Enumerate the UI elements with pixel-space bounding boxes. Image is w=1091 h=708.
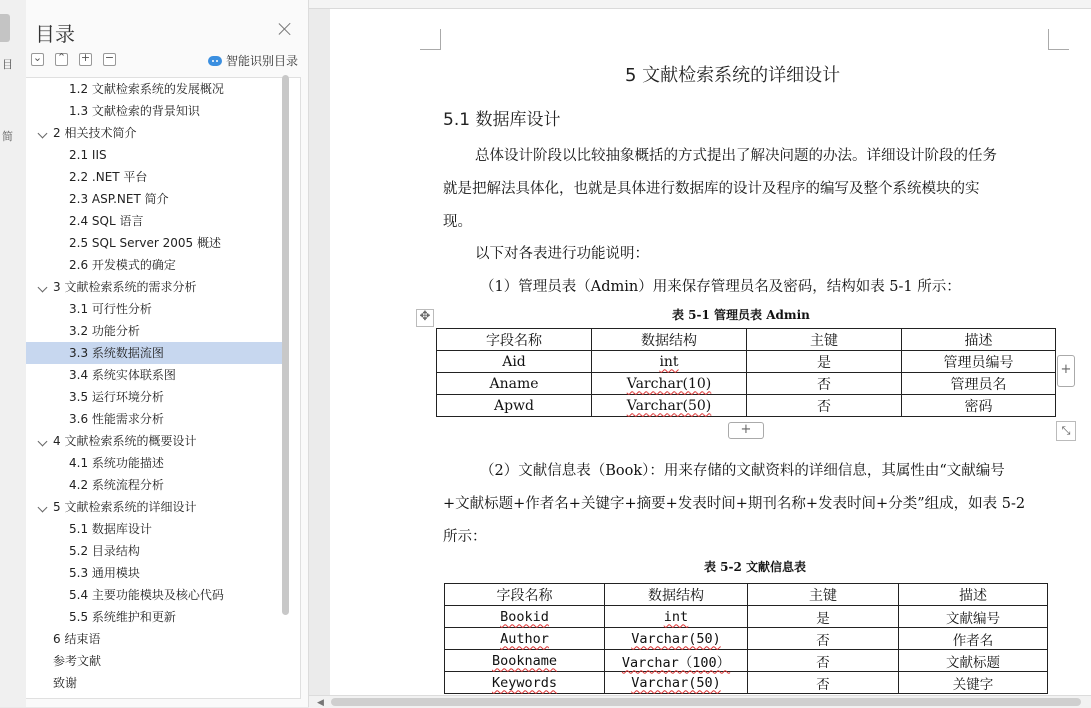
toc-title: 目录 — [35, 22, 75, 46]
margin-mark-right — [1048, 29, 1069, 50]
top-ruler — [309, 0, 1091, 9]
table-row — [437, 395, 1056, 417]
paragraph-line[interactable]: 所示： — [443, 529, 487, 545]
table-cell[interactable] — [899, 650, 1048, 672]
toc-item[interactable] — [26, 122, 282, 144]
table-cell-text: 否 — [816, 632, 830, 649]
paragraph-line[interactable]: 现。 — [443, 214, 472, 230]
table-cell-text: 文献标题 — [946, 654, 1000, 671]
toc-item[interactable] — [26, 78, 282, 100]
table-cell[interactable] — [437, 373, 592, 395]
toc-item-label: 致谢 — [53, 676, 78, 690]
table-cell[interactable] — [899, 628, 1048, 650]
table-cell-text: 密码 — [964, 398, 993, 415]
table-cell[interactable] — [902, 395, 1056, 417]
table-header-cell[interactable]: 主键 — [748, 584, 899, 606]
toc-item[interactable] — [26, 540, 282, 562]
add-heading-icon[interactable]: + — [80, 51, 91, 64]
table-cell-text: Author — [500, 630, 549, 647]
toc-item[interactable] — [26, 364, 282, 386]
margin-mark-left — [420, 29, 441, 50]
remove-heading-icon[interactable]: − — [104, 51, 115, 64]
table-cell[interactable] — [902, 351, 1056, 373]
chapter-heading[interactable]: 5 文献检索系统的详细设计 — [625, 65, 841, 86]
table-cell-text: Varchar(50) — [631, 674, 721, 691]
toc-list — [26, 78, 282, 694]
chevron-down-icon[interactable] — [38, 437, 48, 447]
toc-item[interactable] — [26, 320, 282, 342]
table-cell[interactable] — [748, 606, 899, 628]
toc-item-label: 2.6 开发模式的确定 — [69, 258, 176, 272]
strip-glyph-other[interactable]: 简 — [2, 130, 13, 143]
table-cell-text: 是 — [816, 610, 830, 627]
table-cell[interactable] — [445, 672, 605, 694]
toc-item[interactable] — [26, 430, 282, 452]
table-row — [445, 650, 1048, 672]
toc-item-label: 3 文献检索系统的需求分析 — [53, 280, 197, 294]
table-cell-text: 是 — [817, 354, 831, 371]
table-caption: 表 5-2 文献信息表 — [704, 560, 807, 574]
expand-all-icon[interactable]: ⌃ — [56, 51, 67, 64]
toc-item-label: 3.3 系统数据流图 — [69, 346, 164, 360]
table-row — [437, 373, 1056, 395]
toc-item-label: 3.2 功能分析 — [69, 324, 140, 338]
toc-item[interactable] — [26, 144, 282, 166]
toc-item-label: 4.2 系统流程分析 — [69, 478, 164, 492]
chevron-down-icon[interactable] — [38, 283, 48, 293]
toc-item[interactable] — [26, 672, 282, 694]
toc-item[interactable] — [26, 650, 282, 672]
horizontal-scroll-thumb[interactable] — [331, 698, 1081, 706]
table-caption: 表 5-1 管理员表 Admin — [672, 308, 810, 322]
toc-item-label: 1.2 文献检索系统的发展概况 — [69, 82, 224, 96]
add-row-button[interactable]: + — [728, 422, 764, 439]
table-cell[interactable] — [605, 650, 748, 672]
collapse-all-icon[interactable]: ⌄ — [32, 51, 43, 64]
toc-item[interactable] — [26, 210, 282, 232]
toc-item-label: 3.4 系统实体联系图 — [69, 368, 176, 382]
table-cell[interactable] — [748, 628, 899, 650]
paragraph-line[interactable]: 就是把解法具体化，也就是具体进行数据库的设计及程序的编写及整个系统模块的实 — [443, 181, 980, 197]
document-page[interactable] — [330, 9, 1091, 695]
toc-item[interactable] — [26, 518, 282, 540]
table-cell[interactable] — [445, 628, 605, 650]
strip-glyph-toc[interactable]: 目 — [2, 58, 13, 71]
paragraph-line[interactable]: 以下对各表进行功能说明： — [475, 246, 649, 262]
table-header-cell[interactable]: 字段名称 — [445, 584, 605, 606]
toc-item[interactable] — [26, 188, 282, 210]
toc-item[interactable] — [26, 276, 282, 298]
toc-item-label: 3.6 性能需求分析 — [69, 412, 164, 426]
toc-item-label: 2.3 ASP.NET 简介 — [69, 192, 169, 206]
toc-item[interactable] — [26, 474, 282, 496]
table-cell-text: 否 — [817, 398, 831, 415]
toc-item-label: 5 文献检索系统的详细设计 — [53, 500, 197, 514]
table-header-cell[interactable]: 数据结构 — [605, 584, 748, 606]
horizontal-scrollbar[interactable] — [309, 695, 1091, 708]
table-cell-text: 否 — [816, 676, 830, 693]
table-cell-text: int — [659, 353, 679, 370]
chevron-down-icon[interactable] — [38, 129, 48, 139]
toc-item-label: 3.5 运行环境分析 — [69, 390, 164, 404]
table-cell[interactable] — [445, 606, 605, 628]
toc-item-label: 6 结束语 — [53, 632, 101, 646]
toc-item[interactable] — [26, 232, 282, 254]
table-cell-text: Varchar（100） — [621, 654, 731, 671]
move-table-icon[interactable]: ✥ — [416, 309, 434, 327]
toc-item[interactable] — [26, 452, 282, 474]
table-cell[interactable] — [902, 373, 1056, 395]
toc-item[interactable] — [26, 254, 282, 276]
add-column-button[interactable]: + — [1057, 355, 1075, 387]
toc-item[interactable] — [26, 298, 282, 320]
close-icon[interactable] — [278, 22, 292, 36]
table-cell-text: Varchar(10) — [626, 375, 712, 392]
smart-toc-button[interactable] — [208, 52, 298, 69]
table-cell[interactable] — [899, 606, 1048, 628]
table-cell[interactable] — [899, 672, 1048, 694]
toc-panel — [26, 0, 309, 707]
toc-scrollbar[interactable] — [282, 75, 289, 615]
document-area — [309, 0, 1091, 707]
toc-item[interactable] — [26, 100, 282, 122]
table-row — [445, 628, 1048, 650]
table-cell[interactable] — [747, 395, 902, 417]
chevron-down-icon[interactable] — [38, 503, 48, 513]
table-cell[interactable] — [747, 351, 902, 373]
table-cell-text: 否 — [817, 376, 831, 393]
left-sidebar-strip — [0, 0, 27, 707]
toc-item[interactable] — [26, 606, 282, 628]
table-cell[interactable] — [747, 373, 902, 395]
table-cell-text: Apwd — [493, 397, 535, 414]
toc-list-frame — [26, 77, 301, 699]
table-cell-text: 作者名 — [952, 632, 994, 649]
toc-item[interactable] — [26, 342, 282, 364]
table-cell-text: 关键字 — [952, 676, 994, 693]
toc-item-label: 2.5 SQL Server 2005 概述 — [69, 236, 221, 250]
toc-item-label: 5.5 系统维护和更新 — [69, 610, 176, 624]
table-cell-text: 管理员编号 — [943, 354, 1014, 371]
table-cell[interactable] — [592, 395, 747, 417]
table-cell-text: Bookname — [491, 652, 558, 669]
toc-item[interactable] — [26, 496, 282, 518]
ai-robot-icon — [208, 56, 222, 66]
toc-item[interactable] — [26, 562, 282, 584]
toc-item-label: 2.4 SQL 语言 — [69, 214, 144, 228]
table-header-cell[interactable]: 描述 — [902, 329, 1056, 351]
table-cell[interactable] — [592, 351, 747, 373]
toc-item-label: 5.4 主要功能模块及核心代码 — [69, 588, 224, 602]
table-cell-text: Aid — [502, 353, 526, 370]
table-cell-text: 否 — [816, 654, 830, 671]
resize-table-icon[interactable]: ⤡ — [1056, 421, 1076, 441]
table-header-cell[interactable]: 数据结构 — [592, 329, 747, 351]
toc-item[interactable] — [26, 166, 282, 188]
toc-item-label: 参考文献 — [53, 654, 102, 668]
table-header-cell[interactable]: 主键 — [747, 329, 902, 351]
paragraph-line[interactable]: （2）文献信息表（Book）：用来存储的文献资料的详细信息，其属性由“文献编号 — [480, 463, 1005, 479]
toc-item-label: 4.1 系统功能描述 — [69, 456, 164, 470]
table-cell[interactable] — [592, 373, 747, 395]
table-cell[interactable] — [605, 628, 748, 650]
toc-item[interactable] — [26, 408, 282, 430]
toc-item-label: 5.2 目录结构 — [69, 544, 140, 558]
toc-item[interactable] — [26, 386, 282, 408]
table-cell[interactable] — [605, 672, 748, 694]
toc-item-label: 3.1 可行性分析 — [69, 302, 152, 316]
table-cell-text: Varchar(50) — [631, 630, 721, 647]
table-cell[interactable] — [605, 606, 748, 628]
toc-item-label: 1.3 文献检索的背景知识 — [69, 104, 200, 118]
toc-item-label: 4 文献检索系统的概要设计 — [53, 434, 197, 448]
toc-item-label: 2.1 IIS — [69, 148, 107, 162]
table-cell[interactable] — [748, 650, 899, 672]
toc-item[interactable] — [26, 584, 282, 606]
smart-toc-label: 智能识别目录 — [225, 54, 298, 68]
admin-table[interactable] — [436, 328, 1056, 417]
table-cell[interactable] — [445, 650, 605, 672]
toc-item-label: 2.2 .NET 平台 — [69, 170, 148, 184]
table-header-cell[interactable]: 字段名称 — [437, 329, 592, 351]
paragraph-line[interactable]: 总体设计阶段以比较抽象概括的方式提出了解决问题的办法。详细设计阶段的任务 — [475, 148, 997, 164]
table-cell-text: Varchar(50) — [626, 397, 712, 414]
toc-item-label: 2 相关技术简介 — [53, 126, 137, 140]
paragraph-line[interactable]: +文献标题+作者名+关键字+摘要+发表时间+期刊名称+发表时间+分类”组成，如表 5-2 — [443, 496, 1026, 512]
table-cell-text: Bookid — [500, 608, 549, 625]
scroll-left-icon[interactable]: ◀ — [317, 698, 324, 708]
table-header-cell[interactable]: 描述 — [899, 584, 1048, 606]
table-row — [437, 351, 1056, 373]
toc-item-label: 5.1 数据库设计 — [69, 522, 152, 536]
table-cell[interactable] — [437, 395, 592, 417]
section-heading[interactable]: 5.1 数据库设计 — [443, 110, 561, 130]
table-cell-text: Aname — [489, 375, 539, 392]
table-cell-text: int — [663, 608, 689, 625]
table-cell-text: 管理员名 — [950, 376, 1007, 393]
table-cell[interactable] — [437, 351, 592, 373]
table-cell-text: Keywords — [491, 674, 558, 691]
table-row — [445, 672, 1048, 694]
strip-tab-toc[interactable] — [0, 14, 10, 42]
book-table[interactable] — [444, 583, 1048, 694]
table-row — [445, 606, 1048, 628]
toc-item-label: 5.3 通用模块 — [69, 566, 140, 580]
paragraph-line[interactable]: （1）管理员表（Admin）用来保存管理员名及密码，结构如表 5-1 所示： — [480, 279, 961, 295]
table-cell[interactable] — [748, 672, 899, 694]
toc-item[interactable] — [26, 628, 282, 650]
table-cell-text: 文献编号 — [946, 610, 1000, 627]
